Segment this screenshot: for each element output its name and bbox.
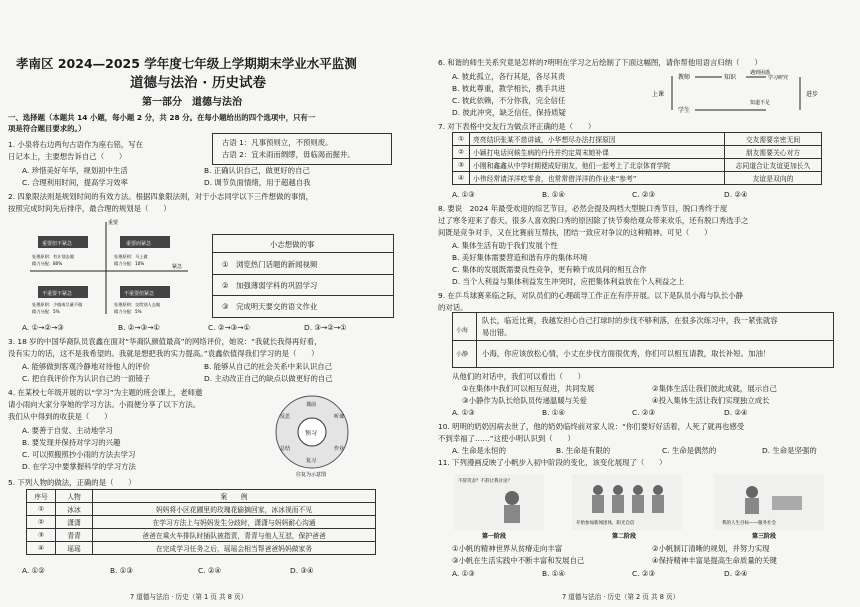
q11-item-2: ②小帆制订清晰的规划，并努力实现 [652,544,770,553]
q6-option-b[interactable]: B. 彼此尊重，教学相长，携手共进 [452,84,566,93]
svg-text:精力分配：5%: 精力分配：5% [114,309,142,314]
q7-option-b[interactable]: B. ①④ [542,190,566,199]
q11-option-b[interactable]: B. ①④ [542,569,566,578]
q5-table: 序号 人物 案 例 ① 冰冰 妈妈将小区花圃里的玫瑰花偷摘回家，冰冰视而不见 ② 潇潇 在学习方法上与妈妈发生分歧时，潇潇与妈妈耐心沟通 ③ 青青 爸爸在乘火车排队时插队被指责，青青与他人互怼，保护爸爸 ④ 瑶瑶 在完成学习任务之后，瑶瑶会相当帮爸爸妈妈做家务 [26,489,376,555]
axis-urgent: 紧急 [172,264,183,270]
q5-stem: 5. 下列人物的做法，正确的是（ ） [8,478,136,487]
svg-text:上课: 上课 [652,91,665,98]
q1-stem-cont: 日记本上，主要想告诉自己（ ） [8,152,127,161]
svg-text:总结: 总结 [280,446,291,452]
q3-option-d[interactable]: D. 主动改正自己的缺点以做更好的自己 [204,374,333,383]
q9-line-1: 队长，临近比赛，我越发担心自己打球时的步伐不够利落，在很多次练习中，我一紧张就容 [482,316,778,325]
q7-option-d[interactable]: D. ②④ [724,190,748,199]
svg-text:精力分配：10%: 精力分配：10% [114,261,145,266]
q6-option-a[interactable]: A. 彼此孤立，各行其是，各尽其责 [452,72,566,81]
teacher-student-diagram [650,66,830,122]
svg-text:处理原则：少做或尽量不做: 处理原则：少做或尽量不做 [32,302,83,307]
q11-item-1: ①小帆的精神世界从贫瘠走向丰富 [452,544,563,553]
svg-text:处理原则：有计划去做: 处理原则：有计划去做 [32,254,74,259]
exam-title: 孝南区 2024—2025 学年度七年级上学期期末学业水平监测 [16,56,357,71]
q4-option-b[interactable]: B. 要发现并保持对学习的兴趣 [22,438,121,447]
table-row: ③ 青青 爸爸在乘火车排队时插队被指责，青青与他人互怼，保护爸爸 [27,529,376,542]
q1-stem: 1. 小泉将右边两句古语作为座右铭，写在 [8,140,144,149]
exam-page-2 [432,0,860,607]
q2-option-b[interactable]: B. ②→③→① [118,323,161,332]
q8-stem-cont: 过了寒冬迎来了春天。很多人喜欢脱口秀的原因除了快节奏给观众带来欢乐，还有脱口秀选手之 [438,216,749,225]
q9-option-c[interactable]: C. ②③ [632,408,656,417]
q11-item-4: ④保持精神丰富是提高生命质量的关键 [652,556,777,565]
exam-subtitle: 道德与法治 · 历史试卷 [130,75,267,91]
section-heading-cont: 项是符合题目要求的。） [8,124,86,133]
quadrant-not-important-not-urgent: 不重要不紧急 [42,291,73,297]
q2-list-item-2: ② 加强薄弱学科的巩固学习 [222,281,318,290]
q6-option-c[interactable]: C. 彼此依赖，不分你我，完全信任 [452,96,566,105]
table-row: ③ 小刚和鑫鑫从中学时期便成好朋友，他们一起考上了北京体育学院 志同道合让友谊更加长久 [453,159,822,172]
q5-option-b[interactable]: B. ①③ [110,566,134,575]
q1-option-c[interactable]: C. 合理利用时间，提高学习效率 [22,178,128,187]
part-title: 第一部分 道德与法治 [142,97,242,108]
svg-text:处理原则：马上做: 处理原则：马上做 [114,254,148,259]
q10-stem-cont: 不到幸福了……”这使小明认识到（ ） [438,434,575,443]
q3-stem-cont: 没有实力的话，这不是我希望的。我就是想把我的实力提高。”袁鑫依值得我们学习的是（ ） [8,349,319,358]
q2-option-c[interactable]: C. ②→③→① [208,323,251,332]
q9-option-b[interactable]: B. ①④ [542,408,566,417]
q6-option-d[interactable]: D. 彼此冲突，缺乏信任，保持质疑 [452,108,566,117]
q3-option-b[interactable]: B. 能够从自己的社会关系中来认识自己 [204,362,333,371]
q4-stem-cont: 请小雨向大家分享她的学习方法。小雨便分享了以下方法。 [8,400,201,409]
svg-text:处理原则：交给别人去做: 处理原则：交给别人去做 [114,302,161,307]
q9-stem: 9. 在乒乓球赛来临之际，对队员们的心理疏导工作正在有序开展。以下是队员小海与队长小静 [438,291,744,300]
svg-text:第三阶段: 第三阶段 [752,533,777,540]
diagram-center: 预习 [305,430,318,437]
q3-stem: 3. 18 岁的中国华裔队员袁鑫在面对“华裔队颜值最高”的网络评价，她说：“我就长我得再好看， [8,337,322,346]
q9-item-2: ②集体生活让我们彼此成就，展示自己 [652,384,777,393]
svg-text:精力分配：5%: 精力分配：5% [32,309,60,314]
q4-option-c[interactable]: C. 可以照搬照抄小雨的方法去学习 [22,450,136,459]
q9-sub-stem: 从他们的对话中，我们可以看出（ ） [452,372,586,381]
svg-text:开始参加新闻团体，阳光自信: 开始参加新闻团体，阳光自信 [576,521,635,526]
svg-text:反思: 反思 [280,414,291,420]
q9-line-2: 小海，你应该放松心情，小丈在步伐方面很优秀，你们可以相互请教，取长补短。加油！ [482,349,771,358]
svg-text:我的人生目标——服务社会: 我的人生目标——服务社会 [722,521,776,526]
q5-option-c[interactable]: C. ②④ [198,566,222,575]
q2-option-d[interactable]: D. ③→②→① [304,323,347,332]
q8-option-a[interactable]: A. 集体生活有助于我们发展个性 [452,241,558,250]
avatar: 小海 [456,327,469,334]
page-footer: 7 道德与法治 · 历史（第 2 页 共 8 页） [562,593,680,601]
section-heading: 一、选择题（本题共 14 小题，每小题 2 分，共 28 分。在每小题给出的四个选项中，只有一 [8,113,316,122]
quadrant-important-not-urgent: 重要但不紧急 [42,241,73,247]
q7-option-c[interactable]: C. ②③ [632,190,656,199]
q11-option-d[interactable]: D. ②④ [724,569,748,578]
q11-comic-strip [452,470,832,540]
q1-quote-2: 古语 2：宜未雨而绸缪，毋临渴而掘井。 [222,150,355,159]
quadrant-important-urgent: 重要而紧急 [126,241,152,247]
q8-option-d[interactable]: D. 当个人利益与集体利益发生冲突时，应把集体利益放在个人利益之上 [452,277,685,286]
q6-stem: 6. 和谐的师生关系究竟是怎样的?明明在学习之后绘制了下面这幅图，请你帮他用语言归纳（ ） [438,58,762,67]
q2-stem: 2. 四象限法则是规划时间的有效方法。根据四象限法则，对于小志同学以下三件想做的事情， [8,192,314,201]
q9-line-1-cont: 易出错。 [482,328,512,337]
q7-stem: 7. 对下表格中交友行为做点评正确的是（ ） [438,122,596,131]
q5-option-d[interactable]: D. ③④ [290,566,314,575]
exam-page-1 [0,0,428,607]
q1-quote-1: 古语 1：凡事预则立，不预则废。 [222,138,333,147]
avatar: 小静 [456,351,469,358]
q9-option-a[interactable]: A. ①③ [452,408,475,417]
table-row: ④ 小伟经常请洋洋吃零食，也常常借洋洋的作业来“参考” 友谊是双向的 [453,172,822,185]
q8-option-b[interactable]: B. 美好集体需要营造和谐有序的集体环境 [452,253,588,262]
q11-item-3: ③小帆在生活实践中不断丰富和发展自己 [452,556,585,565]
axis-important: 重要 [108,220,119,226]
q1-option-d[interactable]: D. 调节负面情绪，用于超越自我 [204,178,311,187]
q9-item-3: ③小静作为队长给队员传递温暖与关爱 [462,396,587,405]
q10-option-d[interactable]: D. 生命是坚强的 [762,446,817,455]
q7-table [452,132,822,185]
svg-text:学生: 学生 [678,107,691,114]
q4-stem: 4. 在某校七年级开展的以“学习”为主题的班会课上，老师邀 [8,388,203,397]
page-footer: 7 道德与法治 · 历史（第 1 页 共 8 页） [130,593,248,601]
q9-item-4: ④投入集体生活让我们实现独立成长 [652,396,770,405]
svg-text:听课: 听课 [334,414,345,420]
q3-option-a[interactable]: A. 能够做到客观冷静地对待他人的评价 [22,362,150,371]
q9-item-1: ①在集体中我们可以相互促进，共同发展 [462,384,595,393]
q10-option-b[interactable]: B. 生命是有限的 [556,446,611,455]
q4-option-d[interactable]: D. 在学习中要掌握科学的学习方法 [22,462,136,471]
q10-option-a[interactable]: A. 生命是永恒的 [452,446,506,455]
four-quadrant-diagram [26,216,191,316]
comic-bubble: 不辞笑舍？不辞让我讨论？ [458,479,512,484]
q4-option-a[interactable]: A. 要善于自觉、主动地学习 [22,426,113,435]
q7-option-a[interactable]: A. ①③ [452,190,475,199]
q10-stem: 10. 明明的奶奶因病去世了，他的奶奶临终前对家人说：“你们要好好活着，人死了就再也感受 [438,422,745,431]
q9-option-d[interactable]: D. ②④ [724,408,748,417]
q1-option-a[interactable]: A. 珍惜美好年华，规划初中生活 [22,166,128,175]
svg-text:学习研究: 学习研究 [768,75,789,81]
q8-stem-cont2: 间既是竞争对手，又在比赛前互帮扶，团结一致应对争议的这种精神。可见（ ） [438,228,712,237]
q5-option-a[interactable]: A. ①② [22,566,45,575]
table-row: ① 冰冰 妈妈将小区花圃里的玫瑰花偷摘回家，冰冰视而不见 [27,503,376,516]
svg-text:精力分配：80%: 精力分配：80% [32,261,63,266]
q11-option-a[interactable]: A. ①③ [452,569,475,578]
table-row: ② 潇潇 在学习方法上与妈妈发生分歧时，潇潇与妈妈耐心沟通 [27,516,376,529]
svg-text:第二阶段: 第二阶段 [612,533,637,540]
svg-text:第一阶段: 第一阶段 [482,533,507,540]
table-row: ② 小颖打电话问候生病的丹丹并约定周末她补课 朋友需要关心对方 [453,146,822,159]
svg-text:课前: 课前 [306,402,317,408]
quadrant-not-important-urgent: 不重要但紧急 [124,291,155,297]
svg-text:教师: 教师 [678,74,691,81]
q8-option-c[interactable]: C. 集体的发展既需要良性竞争，更有赖于成员间的相互合作 [452,265,647,274]
svg-text:进步: 进步 [806,91,819,98]
table-row: ① 亮亮结识张某不慈讲诚，小华想尽办法打探原因 交友需要亲密无间 [453,133,822,146]
q4-stem-cont2: 我们从中得到的收获是（ ） [8,412,112,421]
q10-option-c[interactable]: C. 生命是偶然的 [662,446,717,455]
q11-option-c[interactable]: C. ②③ [632,569,656,578]
q2-list-title: 小志想做的事 [270,240,315,249]
q1-option-b[interactable]: B. 正确认识自己，做更好的自己 [204,166,310,175]
svg-text:遇到困惑: 遇到困惑 [750,70,771,76]
q8-stem: 8. 要说 2024 年最受欢迎的综艺节目，必然会提及两档大型脱口秀节目，脱口秀终于度 [438,204,728,213]
svg-text:知识: 知识 [724,74,737,81]
q2-list-item-1: ① 浏览热门话题的新闻视频 [222,260,318,269]
q2-stem-cont: 按照完成时间先后排序，最合理的规划是（ ） [8,204,171,213]
study-method-diagram [262,392,362,478]
q3-option-c[interactable]: C. 把自我评价作为认识自己的一面镜子 [22,374,151,383]
svg-text:作业: 作业 [334,446,345,452]
q2-option-a[interactable]: A. ①→②→③ [22,323,64,332]
svg-text:知道不足: 知道不足 [750,100,771,106]
q9-stem-cont: 的对话。 [438,303,468,312]
diagram-caption: 往复为示意图 [296,472,327,478]
svg-text:复习: 复习 [306,458,317,464]
table-row: ④ 瑶瑶 在完成学习任务之后，瑶瑶会相当帮爸爸妈妈做家务 [27,542,376,555]
q2-list-item-3: ③ 完成明天要交的语文作业 [222,302,318,311]
q11-stem: 11. 下列漫画反映了小帆步入初中阶段的变化，该变化展现了（ ） [438,458,667,467]
